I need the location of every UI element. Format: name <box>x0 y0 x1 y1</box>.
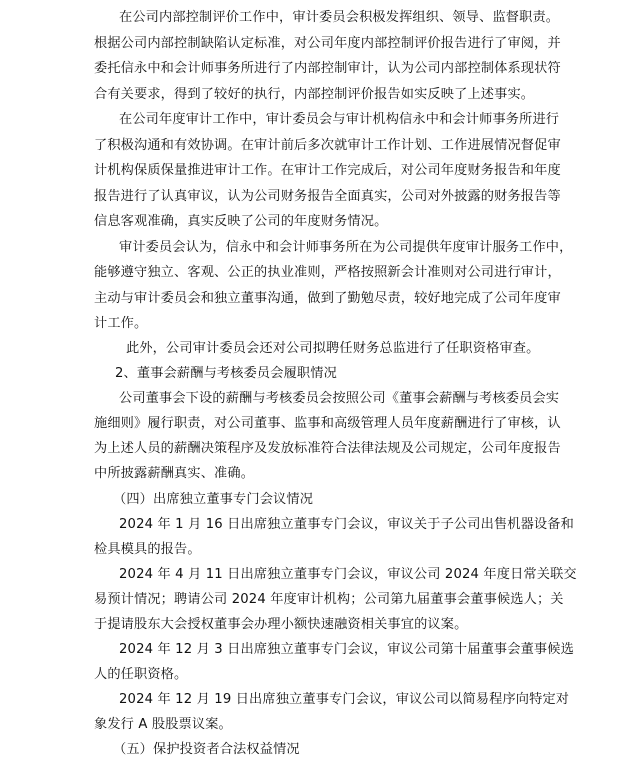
meeting-dec-3-line-1: 2024 年 12 月 3 日出席独立董事专门会议，审议公司第十届董事会董事候选 <box>119 642 574 657</box>
para-internal-control-line-3: 委托信永中和会计师事务所进行了内部控制审计，认为公司内部控制体系现状符 <box>94 61 561 76</box>
section-heading-investor-protection: （五）保护投资者合法权益情况 <box>113 742 300 757</box>
para-compensation-line-4: 中所披露薪酬真实、准确。 <box>94 466 255 481</box>
section-heading-compensation-committee: 2、董事会薪酬与考核委员会履职情况 <box>115 366 337 381</box>
section-heading-independent-director-meetings: （四）出席独立董事专门会议情况 <box>113 492 314 507</box>
meeting-dec-19-line-1: 2024 年 12 月 19 日出席独立董事专门会议，审议公司以简易程序向特定对 <box>119 692 570 707</box>
para-auditor-assessment-line-2: 能够遵守独立、客观、公正的执业准则，严格按照新会计准则对公司进行审计， <box>94 265 561 280</box>
para-annual-audit-line-4: 报告进行了认真审议，认为公司财务报告全面真实，公司对外披露的财务报告等 <box>94 189 561 204</box>
para-annual-audit-line-5: 信息客观准确，真实反映了公司的年度财务情况。 <box>94 214 388 229</box>
para-annual-audit-line-1: 在公司年度审计工作中，审计委员会与审计机构信永中和会计师事务所进行 <box>119 112 560 127</box>
meeting-dec-19-line-2: 象发行 A 股股票议案。 <box>94 717 232 732</box>
para-compensation-line-2: 施细则》履行职责，对公司董事、监事和高级管理人员年度薪酬进行了审核，认 <box>94 416 561 431</box>
para-internal-control-line-2: 根据公司内部控制缺陷认定标准，对公司年度内部控制评价报告进行了审阅，并 <box>94 36 561 51</box>
meeting-apr-11-line-1: 2024 年 4 月 11 日出席独立董事专门会议，审议公司 2024 年度日常关联交 <box>119 567 577 582</box>
para-auditor-assessment-line-1: 审计委员会认为，信永中和会计师事务所在为公司提供年度审计服务工作中， <box>119 240 573 255</box>
para-internal-control-line-1: 在公司内部控制评价工作中，审计委员会积极发挥组织、领导、监督职责。 <box>119 10 560 25</box>
para-annual-audit-line-3: 计机构保质保量推进审计工作。在审计工作完成后，对公司年度财务报告和年度 <box>94 163 561 178</box>
para-cfo-review: 此外，公司审计委员会还对公司拟聘任财务总监进行了任职资格审查。 <box>126 341 540 356</box>
para-auditor-assessment-line-3: 主动与审计委员会和独立董事沟通，做到了勤勉尽责，较好地完成了公司年度审 <box>94 291 561 306</box>
meeting-jan-16-line-2: 检具模具的报告。 <box>94 542 201 557</box>
meeting-dec-3-line-2: 人的任职资格。 <box>94 667 188 682</box>
meeting-apr-11-line-2: 易预计情况；聘请公司 2024 年度审计机构；公司第九届董事会董事候选人；关 <box>94 592 564 607</box>
meeting-apr-11-line-3: 于提请股东大会授权董事会办理小额快速融资相关事宜的议案。 <box>94 617 468 632</box>
meeting-jan-16-line-1: 2024 年 1 月 16 日出席独立董事专门会议，审议关于子公司出售机器设备和 <box>119 517 574 532</box>
para-auditor-assessment-line-4: 计工作。 <box>94 316 148 331</box>
para-annual-audit-line-2: 了积极沟通和有效协调。在审计前后多次就审计工作计划、工作进展情况督促审 <box>94 138 561 153</box>
para-internal-control-line-4: 合有关要求，得到了较好的执行，内部控制评价报告如实反映了上述事实。 <box>94 87 535 102</box>
para-compensation-line-3: 为上述人员的薪酬决策程序及发放标准符合法律法规及公司规定，公司年度报告 <box>94 441 561 456</box>
para-compensation-line-1: 公司董事会下设的薪酬与考核委员会按照公司《董事会薪酬与考核委员会实 <box>119 391 560 406</box>
